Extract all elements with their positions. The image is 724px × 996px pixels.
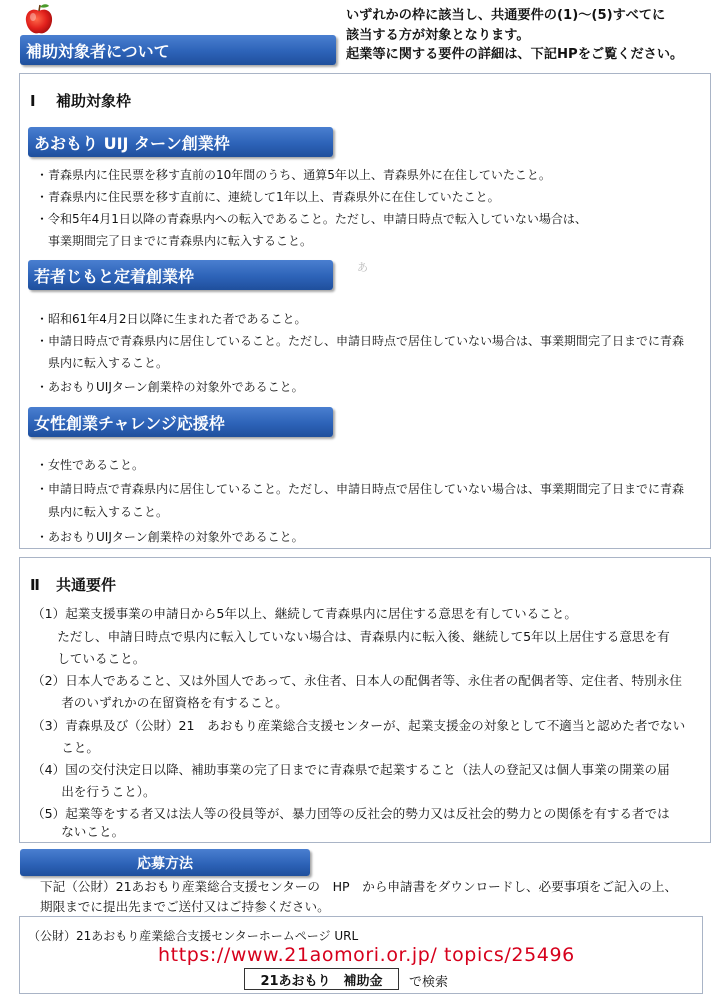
- requirement-line: 出を行うこと）。: [32, 784, 156, 799]
- category-line: ・令和5年4月1日以降の青森県内への転入であること。ただし、申請日時点で転入していない場合は、: [36, 212, 587, 226]
- section-band-label: 補助対象者について: [26, 41, 170, 61]
- category-line: ・あおもりUIJターン創業枠の対象外であること。: [36, 380, 304, 394]
- apply-band: [20, 849, 310, 876]
- intro-text: [346, 6, 718, 65]
- requirement-line: 者のいずれかの在留資格を有すること。: [32, 695, 288, 710]
- category-line: ・申請日時点で青森県内に居住していること。ただし、申請日時点で居住していない場合は、事業期間完了日までに青森: [36, 482, 685, 496]
- apply-line: 下記（公財）21あおもり産業総合支援センターの HP から申請書をダウンロードし、必要事項をご記入の上、: [40, 879, 678, 894]
- stray-mark: あ: [357, 261, 368, 274]
- requirement-line: （1）起業支援事業の申請日から5年以上、継続して青森県内に居住する意思を有していること。: [32, 606, 577, 621]
- requirement-line: （2）日本人であること、又は外国人であって、永住者、日本人の配偶者等、永住者の配偶者等、定住者、特別永住: [32, 673, 682, 688]
- requirement-line: （4）国の交付決定日以降、補助事業の完了日までに青森県で起業すること（法人の登記又は個人事業の開業の届: [32, 762, 670, 777]
- apply-line: 期限までに提出先までご送付又はご持参ください。: [40, 899, 330, 914]
- intro-line: いずれかの枠に該当し、共通要件の(1)～(5)すべてに: [346, 8, 666, 23]
- apple-icon: [22, 2, 56, 36]
- category-line: ・申請日時点で青森県内に居住していること。ただし、申請日時点で居住していない場合は、事業期間完了日までに青森: [36, 334, 685, 348]
- requirement-line: こと。: [32, 740, 99, 755]
- requirement-line: （3）青森県及び（公財）21 あおもり産業総合支援センターが、起業支援金の対象として不適当と認めた者でない: [32, 718, 686, 733]
- category-line: ・女性であること。: [36, 458, 145, 472]
- category-line: ・青森県内に住民票を移す直前に、連続して1年以上、青森県外に在住していたこと。: [36, 190, 500, 204]
- section-number: Ⅰ: [30, 92, 36, 110]
- category-name: 女性創業チャレンジ応援枠: [34, 413, 225, 433]
- apply-band-label: 応募方法: [137, 855, 193, 872]
- section-band-eligibility: [20, 35, 336, 65]
- section-title-text: 共通要件: [56, 576, 117, 594]
- category-line: ・あおもりUIJターン創業枠の対象外であること。: [36, 530, 304, 544]
- category-band-youth: [28, 260, 333, 290]
- category-line: 県内に転入すること。: [36, 356, 169, 370]
- requirement-line: ただし、申請日時点で県内に転入していない場合は、青森県内に転入後、継続して5年以上居住する意思を有: [32, 629, 670, 644]
- category-line: ・昭和61年4月2日以降に生まれた者であること。: [36, 312, 307, 326]
- search-suffix: で検索: [409, 975, 449, 990]
- url-caption: （公財）21あおもり産業総合支援センターホームページ URL: [28, 929, 359, 943]
- requirement-line: （5）起業等をする者又は法人等の役員等が、暴力団等の反社会的勢力又は反社会的勢力との関係を有する者では: [32, 806, 670, 821]
- section-number: Ⅱ: [30, 576, 40, 594]
- search-keyword-box: [244, 968, 399, 990]
- category-line: 事業期間完了日までに青森県内に転入すること。: [36, 234, 313, 248]
- homepage-url-link[interactable]: https://www.21aomori.or.jp/ topics/25496: [158, 944, 575, 966]
- section-title-eligibility: [30, 90, 131, 111]
- search-keyword: 21あおもり 補助金: [260, 973, 383, 989]
- category-line: ・青森県内に住民票を移す直前の10年間のうち、通算5年以上、青森県外に在住していたこと。: [36, 168, 551, 182]
- requirement-line: ないこと。: [32, 824, 125, 839]
- category-name: あおもり UIJ ターン創業枠: [34, 133, 230, 153]
- category-name: 若者じもと定着創業枠: [34, 266, 195, 286]
- category-band-women: [28, 407, 333, 437]
- category-line: 県内に転入すること。: [36, 505, 169, 519]
- section-title-text: 補助対象枠: [56, 92, 132, 110]
- section-title-common: [30, 574, 116, 595]
- requirement-line: していること。: [32, 651, 146, 666]
- intro-line: 起業等に関する要件の詳細は、下記HPをご覧ください。: [346, 47, 684, 62]
- category-band-uij: [28, 127, 333, 157]
- intro-line: 該当する方が対象となります。: [346, 27, 530, 43]
